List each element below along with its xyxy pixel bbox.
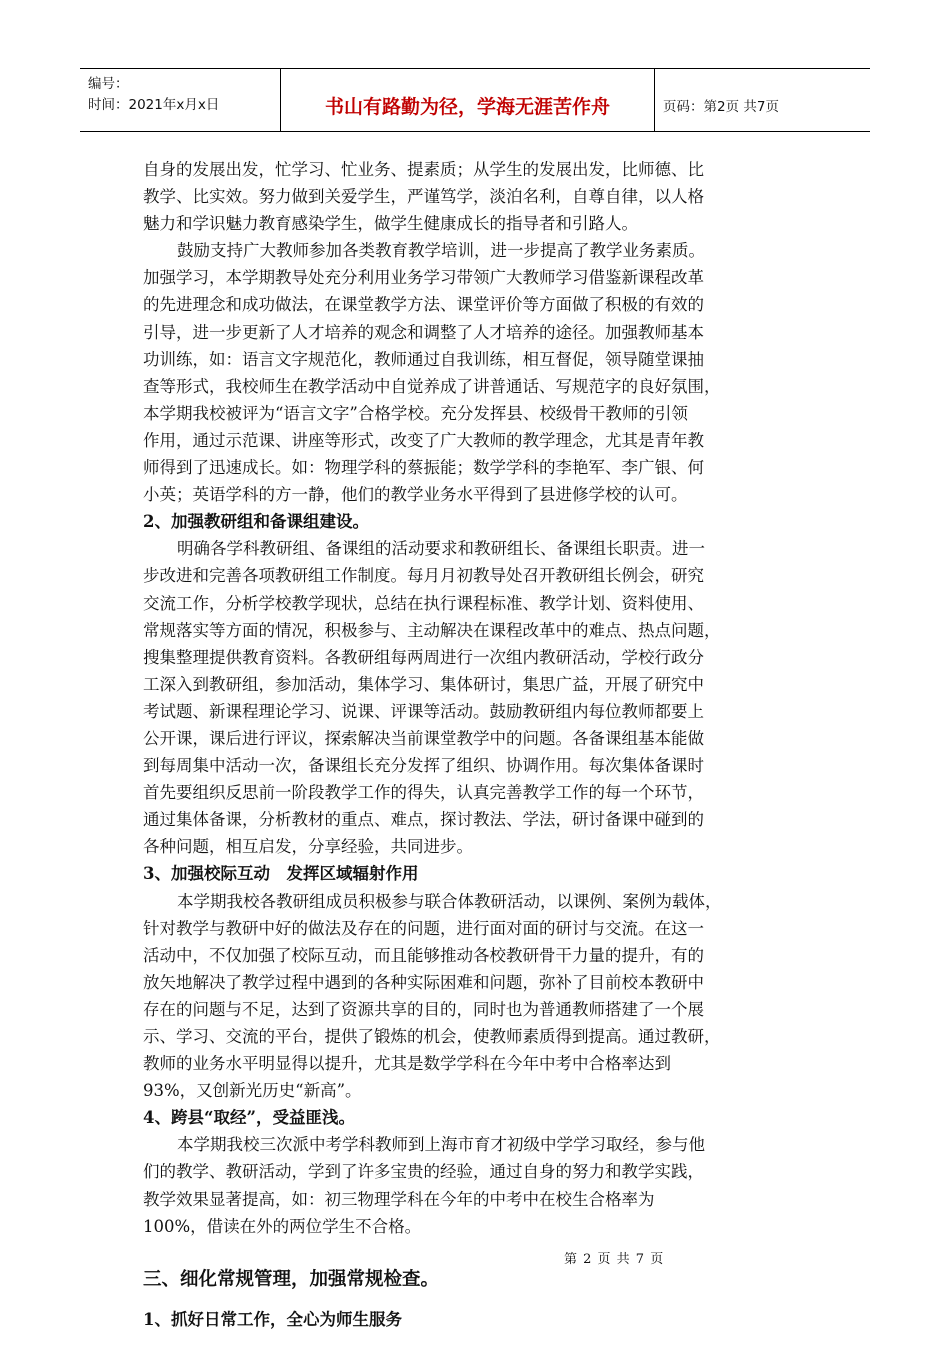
page-footer: 第 2 页 共 7 页 (564, 1252, 665, 1267)
text-line: 的先进理念和成功做法，在课堂教学方法、课堂评价等方面做了积极的有效的 (143, 295, 704, 315)
text-line: 们的教学、教研活动，学到了许多宝贵的经验，通过自身的努力和教学实践， (143, 1162, 704, 1182)
text-line: 本学期我校各教研组成员积极参与联合体教研活动，以课例、案例为载体， (177, 891, 722, 911)
text-line: 活动中，不仅加强了校际互动，而且能够推动各校教研骨干力量的提升，有的 (143, 945, 704, 965)
text-line: 100%，借读在外的两位学生不合格。 (143, 1216, 422, 1236)
text-line: 常规落实等方面的情况，积极参与、主动解决在课程改革中的难点、热点问题， (143, 620, 721, 640)
text-line: 到每周集中活动一次，备课组长充分发挥了组织、协调作用。每次集体备课时 (143, 756, 704, 776)
text-line: 引导，进一步更新了人才培养的观念和调整了人才培养的途径。加强教师基本 (143, 322, 704, 342)
text-line: 本学期我校被评为“语言文字”合格学校。充分发挥县、校级骨干教师的引领 (143, 403, 688, 423)
text-line: 93%，又创新光历史“新高”。 (143, 1081, 362, 1101)
page-header (80, 68, 870, 132)
paragraph (143, 1131, 805, 1239)
text-line: 加强学习，本学期教导处充分利用业务学习带领广大教师学习借鉴新课程改革 (143, 268, 704, 288)
subsection-heading: 3、加强校际互动 发挥区域辐射作用 (143, 864, 419, 884)
paragraph (143, 888, 805, 1105)
text-line: 各种问题，相互启发，分享经验，共同进步。 (143, 837, 473, 857)
text-line: 小英；英语学科的方一静，他们的教学业务水平得到了县进修学校的认可。 (143, 485, 688, 505)
paragraph (143, 156, 805, 237)
text-line: 师得到了迅速成长。如：物理学科的蔡振能；数学学科的李艳军、李广银、何 (143, 458, 704, 478)
text-line: 教学、比实效。努力做到关爱学生，严谨笃学，淡泊名利，自尊自律，以人格 (143, 187, 704, 207)
text-line: 考试题、新课程理论学习、说课、评课等活动。鼓励教研组内每位教师都要上 (143, 701, 704, 721)
doc-time-label: 时间：2021年x月x日 (88, 97, 220, 113)
text-line: 魅力和学识魅力教育感染学生，做学生健康成长的指导者和引路人。 (143, 214, 638, 234)
text-line: 鼓励支持广大教师参加各类教育教学培训，进一步提高了教学业务素质。 (177, 241, 705, 261)
text-line: 存在的问题与不足，达到了资源共享的目的，同时也为普通教师搭建了一个展 (143, 999, 704, 1019)
text-line: 教学效果显著提高，如：初三物理学科在今年的中考中在校生合格率为 (143, 1189, 655, 1209)
doc-code-label: 编号： (88, 76, 129, 92)
text-line: 示、学习、交流的平台，提供了锻炼的机会，使教师素质得到提高。通过教研， (143, 1027, 721, 1046)
text-line: 公开课，课后进行评议，探索解决当前课堂教学中的问题。各备课组基本能做 (143, 728, 704, 748)
text-line: 交流工作，分析学校教学现状，总结在执行课程标准、教学计划、资料使用、 (143, 593, 704, 613)
text-line: 功训练，如：语言文字规范化，教师通过自我训练，相互督促，领导随堂课抽 (143, 349, 704, 369)
subsection-heading: 2、加强教研组和备课组建设。 (143, 512, 369, 532)
text-line: 作用，通过示范课、讲座等形式，改变了广大教师的教学理念，尤其是青年教 (143, 430, 704, 450)
text-line: 步改进和完善各项教研组工作制度。每月月初教导处召开教研组长例会，研究 (143, 566, 704, 586)
header-motto: 书山有路勤为径，学海无涯苦作舟 (281, 69, 655, 131)
subsection-heading: 4、跨县“取经”，受益匪浅。 (143, 1108, 355, 1128)
text-line: 自身的发展出发，忙学习、忙业务、提素质；从学生的发展出发，比师德、比 (143, 160, 704, 179)
text-line: 明确各学科教研组、备课组的活动要求和教研组长、备课组长职责。进一 (177, 539, 705, 559)
paragraph (143, 237, 805, 508)
text-line: 搜集整理提供教育资料。各教研组每两周进行一次组内教研活动，学校行政分 (143, 647, 704, 667)
text-line: 通过集体备课，分析教材的重点、难点，探讨教法、学法，研讨备课中碰到的 (143, 810, 704, 830)
text-line: 放矢地解决了教学过程中遇到的各种实际困难和问题，弥补了目前校本教研中 (143, 972, 704, 992)
text-line: 教师的业务水平明显得以提升，尤其是数学学科在今年中考中合格率达到 (143, 1054, 671, 1074)
text-line: 查等形式，我校师生在教学活动中自觉养成了讲普通话、写规范字的良好氛围， (143, 376, 721, 396)
text-line: 本学期我校三次派中考学科教师到上海市育才初级中学学习取经，参与他 (177, 1135, 705, 1155)
text-line: 首先要组织反思前一阶段教学工作的得失，认真完善教学工作的每一个环节， (143, 783, 704, 803)
text-line: 针对教学与教研中好的做法及存在的问题，进行面对面的研讨与交流。在这一 (143, 918, 704, 938)
paragraph (143, 535, 805, 860)
header-page-label: 页码：第2页 共7页 (663, 99, 779, 115)
section-heading: 三、细化常规管理，加强常规检查。 (143, 1268, 440, 1290)
text-line: 工深入到教研组，参加活动，集体学习、集体研讨，集思广益，开展了研究中 (143, 674, 704, 694)
header-meta (80, 69, 281, 131)
subsection-heading: 1、抓好日常工作，全心为师生服务 (143, 1309, 402, 1329)
document-body (143, 156, 805, 1329)
